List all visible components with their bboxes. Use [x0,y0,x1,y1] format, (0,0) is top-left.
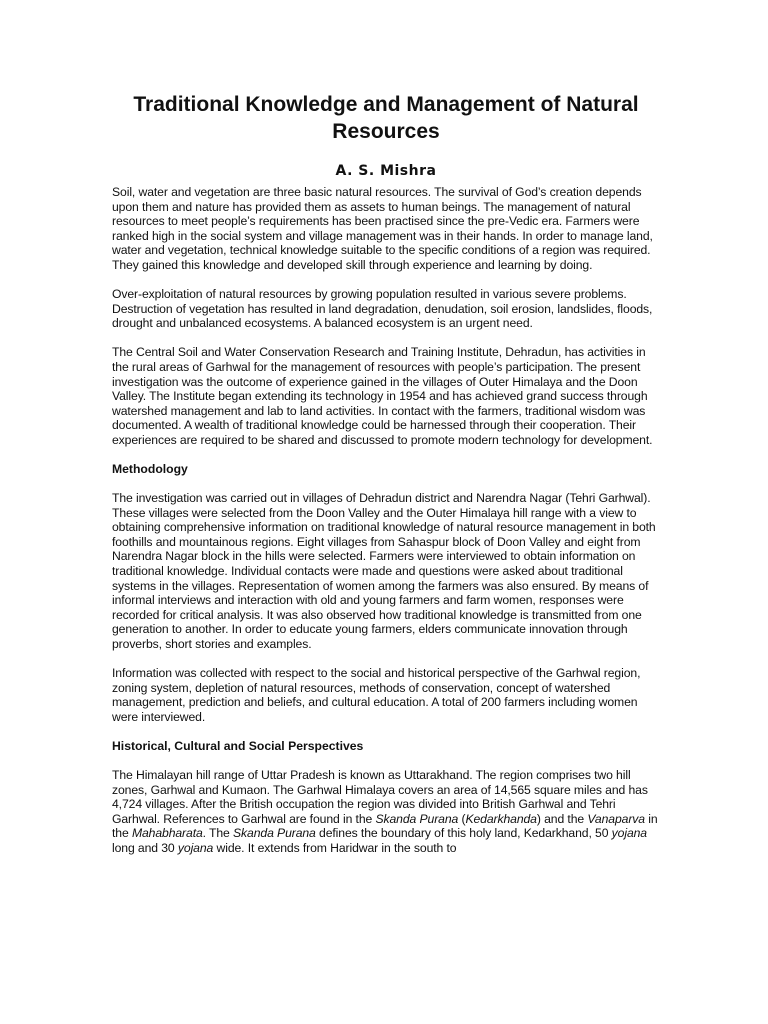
text-run: long and 30 [112,841,178,856]
text-run: The Central Soil and Water Conservation Research and Training Institute, Dehradun, has activities in the rural areas of Garhwal for the management of resources with people’s participation. The present investigation was the outcome of experience gained in the villages of Outer Himalaya and the Doon Valley. The Institute began extending its technology in 1954 and has achieved grand success through watershed management and lab to land activities. In contact with the farmers, traditional wisdom was documented. A wealth of traditional knowledge could be harnessed through their cooperation. Their experiences are required to be shared and discussed to promote modern technology for development. [112,345,653,447]
text-run: Soil, water and vegetation are three basic natural resources. The survival of God’s creation depends upon them and nature has provided them as assets to human beings. The management of natural resources to meet people’s requirements has been practised since the pre-Vedic era. Farmers were ranked high in the social system and village management was in their hands. In order to manage land, water and vegetation, technical knowledge suitable to the specific conditions of a region was required. They gained this knowledge and developed skill through experience and learning by doing. [112,185,653,272]
document-page [112,91,660,870]
section-heading [112,739,660,754]
italic-term: yojana [611,826,647,841]
body-paragraph [112,185,660,273]
body-paragraph [112,491,660,652]
text-run: Over-exploitation of natural resources by growing population resulted in various severe problems. Destruction of vegetation has resulted in land degradation, denudation, soil erosion, landslides, floods, drought and unbalanced ecosystems. A balanced ecosystem is an urgent need. [112,287,653,331]
text-run: The Himalayan hill range of Uttar Pradesh is known as Uttarakhand. The region comprises two hill zones, Garhwal and Kumaon. The Garhwal Himalaya covers an area of 14,565 square miles and has 4,724 villages. After the British occupation the region was divided into British Garhwal and Tehri Garhwal. References to Garhwal are found in the [112,768,648,826]
text-run: ) and the [536,811,588,826]
text-run: wide. It extends from Haridwar in the south to [213,841,457,856]
body-paragraph [112,345,660,447]
italic-term: Mahabharata [131,826,203,841]
text-run: The investigation was carried out in villages of Dehradun district and Narendra Nagar (Tehri Garhwal). These villages were selected from the Doon Valley and the Outer Himalaya hill range with a view to obtaining comprehensive information on traditional knowledge of natural resource management in both foothills and mountainous regions. Eight villages from Sahaspur block of Doon Valley and eight from Narendra Nagar block in the hills were selected. Farmers were interviewed to obtain information on traditional knowledge. Individual contacts were made and questions were asked about traditional systems in the villages. Representation of women among the farmers was also ensured. By means of informal interviews and interaction with old and young farmers and farm women, responses were recorded for critical analysis. It was also observed how traditional knowledge is transmitted from one generation to another. In order to educate young farmers, elders communicate innovation through proverbs, short stories and examples. [112,491,656,652]
text-run: Methodology [112,462,188,476]
author-name: A. S. Mishra [335,163,437,179]
text-run: defines the boundary of this holy land, Kedarkhand, 50 [315,826,612,841]
text-run: in the [112,811,658,841]
italic-term: Skanda Purana [233,826,316,841]
text-run: ( [458,811,466,826]
document-body [112,185,660,856]
document-title: Traditional Knowledge and Management of Natural Resources [133,93,639,143]
text-run: . The [202,826,234,841]
italic-term: Vanaparva [587,811,645,826]
italic-term: yojana [177,841,214,856]
text-run: Information was collected with respect to the social and historical perspective of the Garhwal region, zoning system, depletion of natural resources, methods of conservation, concept of watershed management, prediction and beliefs, and cultural education. A total of 200 farmers including women were interviewed. [112,666,641,724]
body-paragraph [112,768,660,856]
body-paragraph [112,287,660,331]
section-heading [112,462,660,477]
italic-term: Skanda Purana [375,811,459,826]
text-run: Historical, Cultural and Social Perspectives [112,739,364,753]
body-paragraph [112,666,660,724]
italic-term: Kedarkhanda [465,811,537,826]
